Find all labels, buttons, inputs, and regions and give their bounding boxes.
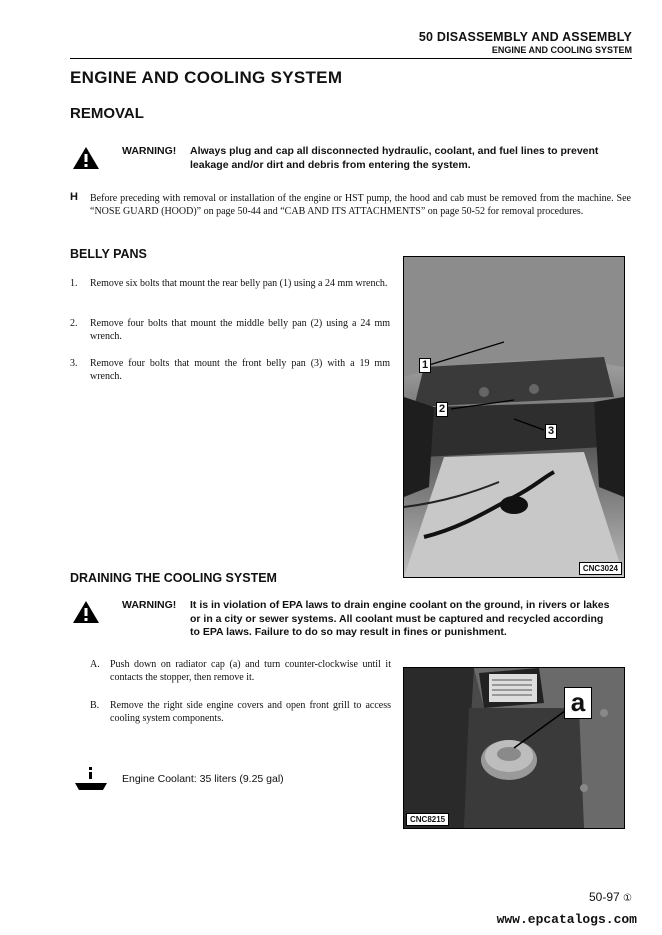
watermark-url: www.epcatalogs.com <box>496 912 637 927</box>
warning-label: WARNING! <box>122 145 177 157</box>
warning-triangle-icon <box>72 600 100 629</box>
section-header: 50 DISASSEMBLY AND ASSEMBLY <box>418 30 632 44</box>
warning-triangle-icon <box>72 146 100 175</box>
step-text: Push down on radiator cap (a) and turn counter-clockwise until it contacts the stopper, then remove it. <box>110 659 391 683</box>
note-marker: H <box>70 191 78 203</box>
step-text: Remove the right side engine covers and open front grill to access cooling system components. <box>110 700 391 724</box>
warning-label: WARNING! <box>122 599 177 611</box>
page-number: 50-97 ① <box>588 890 632 904</box>
photo-code: CNC3024 <box>579 562 622 575</box>
photo-callout-a: a <box>564 687 592 719</box>
photo-callout-2: 2 <box>436 402 448 417</box>
step-text: Remove four bolts that mount the front belly pan (3) with a 19 mm wrench. <box>90 358 390 382</box>
page-mark: ① <box>623 893 632 904</box>
warning-text: It is in violation of EPA laws to drain engine coolant on the ground, in rivers or lakes or in a city or sewer systems. All coolant must be captured and recycled according to EPA laws. Failure to do so may result in fines or punishment. <box>190 599 610 638</box>
cooling-heading: DRAINING THE COOLING SYSTEM <box>70 571 277 585</box>
step-number: 2. <box>70 318 78 329</box>
step-letter: A. <box>90 659 100 670</box>
step-text: Remove four bolts that mount the middle belly pan (2) using a 24 mm wrench. <box>90 318 390 342</box>
removal-heading: REMOVAL <box>70 105 144 122</box>
header-rule <box>70 58 632 59</box>
coolant-capacity: Engine Coolant: 35 liters (9.25 gal) <box>122 773 284 785</box>
subsection-header: ENGINE AND COOLING SYSTEM <box>491 45 632 55</box>
fluid-capacity-icon <box>74 767 108 796</box>
photo-callout-3: 3 <box>545 424 557 439</box>
step-text: Remove six bolts that mount the rear belly pan (1) using a 24 mm wrench. <box>90 278 388 289</box>
step-number: 1. <box>70 278 78 289</box>
belly-pans-photo <box>403 256 625 578</box>
photo-code: CNC8215 <box>406 813 449 826</box>
warning-text: Always plug and cap all disconnected hydraulic, coolant, and fuel lines to prevent leakage and/or dirt and debris from entering the system. <box>190 145 599 171</box>
radiator-cap-photo <box>403 667 625 829</box>
photo-callout-1: 1 <box>419 358 431 373</box>
belly-pans-heading: BELLY PANS <box>70 247 147 261</box>
page-title: ENGINE AND COOLING SYSTEM <box>70 68 343 87</box>
step-number: 3. <box>70 358 78 369</box>
note-text: Before preceding with removal or installation of the engine or HST pump, the hood and cab must be removed from the machine. See “NOSE GUARD (HOOD)” on page 50-44 and “CAB AND ITS ATTACHMENTS” on page 50-52 for removal procedures. <box>90 193 631 217</box>
step-letter: B. <box>90 700 100 711</box>
